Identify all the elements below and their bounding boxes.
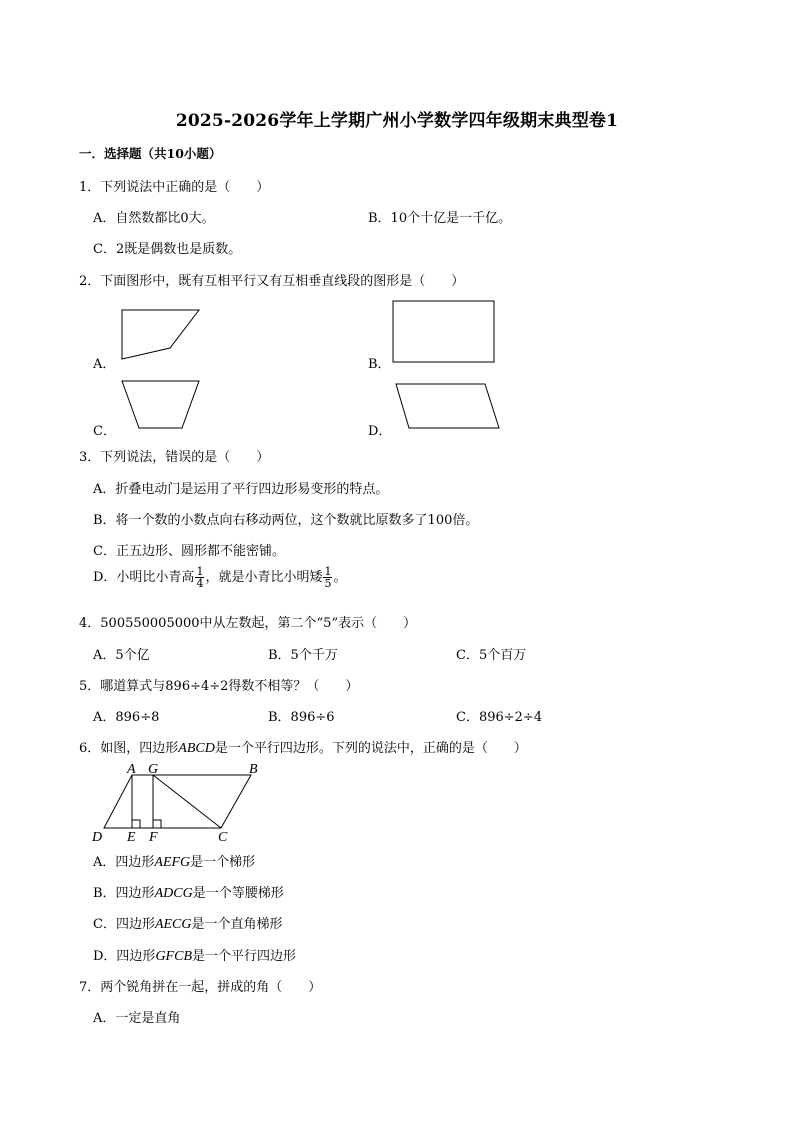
label-b: B [249,762,258,777]
option-text: 是一个平行四边形 [192,949,297,964]
question-4-stem: 4．500550005000中从左数起，第二个“5”表示（ ） [79,616,417,631]
question-6-stem-text-1: 6．如图，四边形 [79,741,179,756]
question-7-option-a[interactable]: A．一定是直角 [93,1011,181,1026]
parallelogram-abcd [104,775,251,828]
option-italic: ADCG [154,886,193,901]
question-6-option-c[interactable] [93,913,283,933]
question-6-option-a[interactable] [93,851,255,871]
label-f: F [149,830,158,845]
question-6-option-b[interactable] [93,882,284,902]
question-5-stem: 5．哪道算式与896÷4÷2得数不相等？（ ） [79,679,359,694]
option-italic: AECG [154,917,192,932]
question-2-option-a[interactable]: A． [93,357,116,372]
option-italic: GFCB [155,949,192,964]
question-1-option-c[interactable]: C．2既是偶数也是质数。 [93,242,242,257]
option-text: D．四边形 [93,949,156,964]
option-text: 是一个直角梯形 [191,917,283,932]
label-a: A [127,762,136,777]
section-header: 一．选择题（共10小题） [79,146,222,161]
question-6-stem-abcd: ABCD [178,741,215,756]
option-italic: AEFG [154,855,191,870]
question-5-option-b[interactable]: B．896÷6 [268,710,335,725]
question-5-option-c[interactable]: C．896÷2÷4 [456,710,543,725]
question-3-option-b[interactable]: B．将一个数的小数点向右移动两位，这个数就比原数多了100倍。 [93,513,479,528]
question-3-option-c[interactable]: C．正五边形、圆形都不能密铺。 [93,544,285,559]
segment-gc [153,775,221,828]
question-3-option-a[interactable]: A．折叠电动门是运用了平行四边形易变形的特点。 [93,482,389,497]
question-1-stem: 1．下列说法中正确的是（ ） [79,180,270,195]
option-d-text-1: D．小明比小青高 [93,570,195,585]
option-d-text-3: 。 [333,570,347,585]
question-2-option-c[interactable]: C． [93,424,116,439]
question-2-stem: 2．下面图形中，既有互相平行又有互相垂直线段的图形是（ ） [79,274,465,289]
question-7-stem: 7．两个锐角拼在一起，拼成的角（ ） [79,980,322,995]
question-2-option-b[interactable]: B． [368,357,391,372]
question-1-option-a[interactable]: A．自然数都比0大。 [93,211,215,226]
option-text: A．四边形 [93,855,155,870]
question-4-option-c[interactable]: C．5个百万 [456,648,527,663]
question-4-option-b[interactable]: B．5个千万 [268,648,338,663]
page-title: 2025-2026学年上学期广州小学数学四年级期末典型卷1 [175,111,619,131]
label-g: G [148,762,159,777]
question-3-stem: 3．下列说法，错误的是（ ） [79,450,270,465]
option-d-text-2: ，就是小青比小明矮 [205,570,323,585]
question-6-option-d[interactable] [93,945,296,965]
option-text: C．四边形 [93,917,155,932]
label-d: D [92,830,103,845]
question-4-option-a[interactable]: A．5个亿 [93,648,150,663]
right-angle-mark-e [132,820,140,828]
label-e: E [127,830,136,845]
option-text: 是一个梯形 [190,855,256,870]
label-c: C [218,830,228,845]
question-5-option-a[interactable]: A．896÷8 [93,710,160,725]
question-2-option-d[interactable]: D． [368,424,392,439]
fraction-one-fifth: $\frac{1}{5}$ [324,565,332,590]
right-angle-mark-f [153,820,161,828]
option-text: B．四边形 [93,886,155,901]
fraction-one-quarter: $\frac{1}{4}$ [196,565,204,590]
question-6-stem-text-2: 是一个平行四边形。下列的说法中，正确的是（ ） [214,741,527,756]
question-1-option-b[interactable]: B．10个十亿是一千亿。 [368,211,512,226]
option-text: 是一个等腰梯形 [192,886,284,901]
